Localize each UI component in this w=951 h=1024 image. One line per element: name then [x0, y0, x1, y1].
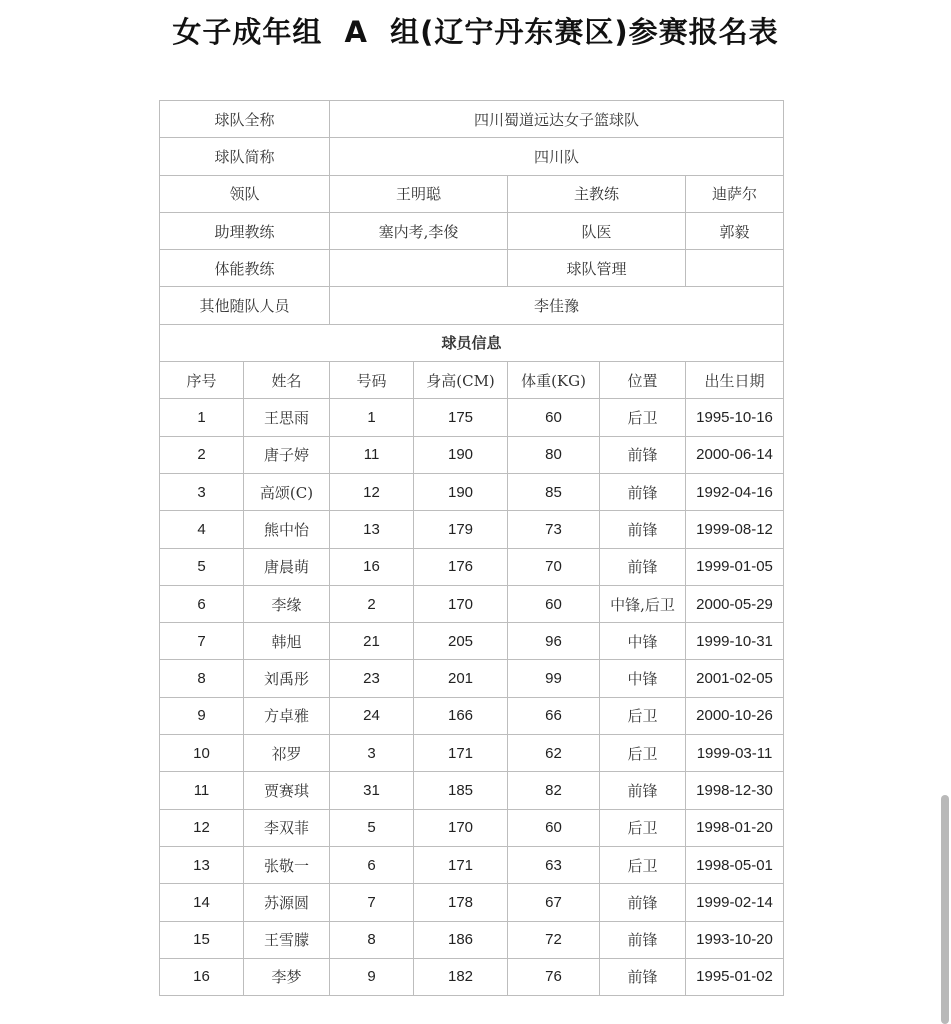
player-index: 15 [160, 921, 244, 958]
player-name: 李缘 [244, 585, 330, 622]
player-name: 韩旭 [244, 623, 330, 660]
player-height: 176 [414, 548, 508, 585]
team-short-name-value: 四川队 [330, 138, 784, 175]
player-position: 前锋 [600, 958, 686, 995]
player-height: 179 [414, 511, 508, 548]
player-birth-date: 1995-10-16 [686, 399, 784, 436]
player-height: 170 [414, 809, 508, 846]
player-index: 6 [160, 585, 244, 622]
player-height: 190 [414, 436, 508, 473]
player-birth-date: 1998-12-30 [686, 772, 784, 809]
team-full-name-label: 球队全称 [160, 101, 330, 138]
player-position: 后卫 [600, 399, 686, 436]
player-birth-date: 1999-08-12 [686, 511, 784, 548]
player-birth-date: 2000-10-26 [686, 697, 784, 734]
player-index: 4 [160, 511, 244, 548]
player-row [160, 735, 784, 772]
player-birth-date: 2000-05-29 [686, 585, 784, 622]
player-height: 166 [414, 697, 508, 734]
player-position: 后卫 [600, 809, 686, 846]
player-birth-date: 1992-04-16 [686, 473, 784, 510]
assistant-coach-row [160, 212, 784, 249]
other-staff-label: 其他随队人员 [160, 287, 330, 324]
player-position: 后卫 [600, 697, 686, 734]
player-jersey-number: 9 [330, 958, 414, 995]
player-index: 8 [160, 660, 244, 697]
scrollbar-thumb[interactable] [941, 795, 949, 1024]
player-row [160, 697, 784, 734]
team-manager-label: 球队管理 [508, 250, 686, 287]
player-index: 11 [160, 772, 244, 809]
other-staff-row [160, 287, 784, 324]
player-height: 205 [414, 623, 508, 660]
player-row [160, 399, 784, 436]
player-height: 185 [414, 772, 508, 809]
player-height: 171 [414, 846, 508, 883]
player-height: 182 [414, 958, 508, 995]
player-jersey-number: 12 [330, 473, 414, 510]
player-jersey-number: 23 [330, 660, 414, 697]
player-weight: 82 [508, 772, 600, 809]
player-position: 前锋 [600, 511, 686, 548]
player-jersey-number: 13 [330, 511, 414, 548]
player-jersey-number: 7 [330, 884, 414, 921]
player-jersey-number: 6 [330, 846, 414, 883]
registration-form-table [159, 100, 784, 996]
player-weight: 80 [508, 436, 600, 473]
player-row [160, 585, 784, 622]
player-row [160, 436, 784, 473]
player-height: 190 [414, 473, 508, 510]
player-jersey-number: 16 [330, 548, 414, 585]
column-header-number: 号码 [330, 362, 414, 399]
player-name: 李梦 [244, 958, 330, 995]
player-row [160, 809, 784, 846]
players-section-row [160, 324, 784, 361]
player-name: 张敬一 [244, 846, 330, 883]
player-position: 前锋 [600, 921, 686, 958]
player-table-header [160, 362, 784, 399]
player-position: 中锋 [600, 660, 686, 697]
player-weight: 76 [508, 958, 600, 995]
player-weight: 99 [508, 660, 600, 697]
vertical-scrollbar[interactable] [937, 0, 951, 1024]
player-jersey-number: 24 [330, 697, 414, 734]
player-birth-date: 2001-02-05 [686, 660, 784, 697]
player-jersey-number: 3 [330, 735, 414, 772]
player-row [160, 511, 784, 548]
player-birth-date: 1999-01-05 [686, 548, 784, 585]
team-short-name-label: 球队简称 [160, 138, 330, 175]
player-height: 170 [414, 585, 508, 622]
player-index: 10 [160, 735, 244, 772]
fitness-coach-value [330, 250, 508, 287]
player-birth-date: 1993-10-20 [686, 921, 784, 958]
team-short-name-row [160, 138, 784, 175]
leader-label: 领队 [160, 175, 330, 212]
team-manager-value [686, 250, 784, 287]
player-birth-date: 1999-10-31 [686, 623, 784, 660]
player-index: 9 [160, 697, 244, 734]
player-weight: 60 [508, 585, 600, 622]
player-position: 后卫 [600, 735, 686, 772]
player-name: 方卓雅 [244, 697, 330, 734]
player-height: 171 [414, 735, 508, 772]
assistant-coach-value: 塞内考,李俊 [330, 212, 508, 249]
players-section-title: 球员信息 [160, 324, 784, 361]
player-index: 1 [160, 399, 244, 436]
player-jersey-number: 1 [330, 399, 414, 436]
player-index: 12 [160, 809, 244, 846]
player-weight: 67 [508, 884, 600, 921]
column-header-weight: 体重(KG) [508, 362, 600, 399]
player-weight: 85 [508, 473, 600, 510]
team-full-name-row [160, 101, 784, 138]
player-index: 13 [160, 846, 244, 883]
player-row [160, 958, 784, 995]
other-staff-value: 李佳豫 [330, 287, 784, 324]
player-weight: 62 [508, 735, 600, 772]
head-coach-label: 主教练 [508, 175, 686, 212]
player-rows [160, 399, 784, 996]
player-row [160, 473, 784, 510]
player-birth-date: 2000-06-14 [686, 436, 784, 473]
player-name: 李双菲 [244, 809, 330, 846]
player-jersey-number: 11 [330, 436, 414, 473]
player-birth-date: 1999-02-14 [686, 884, 784, 921]
player-birth-date: 1995-01-02 [686, 958, 784, 995]
player-position: 前锋 [600, 772, 686, 809]
player-weight: 70 [508, 548, 600, 585]
player-birth-date: 1998-05-01 [686, 846, 784, 883]
player-name: 王思雨 [244, 399, 330, 436]
player-row [160, 846, 784, 883]
player-name: 王雪朦 [244, 921, 330, 958]
player-name: 高颂(C) [244, 473, 330, 510]
assistant-coach-label: 助理教练 [160, 212, 330, 249]
player-row [160, 884, 784, 921]
player-jersey-number: 5 [330, 809, 414, 846]
fitness-coach-label: 体能教练 [160, 250, 330, 287]
player-name: 苏源圆 [244, 884, 330, 921]
head-coach-value: 迪萨尔 [686, 175, 784, 212]
player-name: 唐晨萌 [244, 548, 330, 585]
column-header-name: 姓名 [244, 362, 330, 399]
page-title: 女子成年组 A 组(辽宁丹东赛区)参赛报名表 [172, 15, 779, 49]
team-doctor-value: 郭毅 [686, 212, 784, 249]
player-weight: 60 [508, 399, 600, 436]
column-header-position: 位置 [600, 362, 686, 399]
fitness-coach-row [160, 250, 784, 287]
player-position: 后卫 [600, 846, 686, 883]
player-jersey-number: 31 [330, 772, 414, 809]
player-weight: 73 [508, 511, 600, 548]
column-header-index: 序号 [160, 362, 244, 399]
player-index: 3 [160, 473, 244, 510]
player-weight: 96 [508, 623, 600, 660]
player-index: 7 [160, 623, 244, 660]
player-name: 刘禹彤 [244, 660, 330, 697]
player-position: 前锋 [600, 436, 686, 473]
team-info [160, 101, 784, 399]
player-height: 201 [414, 660, 508, 697]
player-position: 中锋,后卫 [600, 585, 686, 622]
player-row [160, 548, 784, 585]
player-birth-date: 1999-03-11 [686, 735, 784, 772]
player-position: 前锋 [600, 884, 686, 921]
player-birth-date: 1998-01-20 [686, 809, 784, 846]
player-position: 前锋 [600, 548, 686, 585]
player-weight: 60 [508, 809, 600, 846]
player-index: 2 [160, 436, 244, 473]
player-name: 贾赛琪 [244, 772, 330, 809]
player-position: 前锋 [600, 473, 686, 510]
player-jersey-number: 2 [330, 585, 414, 622]
player-index: 5 [160, 548, 244, 585]
player-index: 16 [160, 958, 244, 995]
team-full-name-value: 四川蜀道远达女子篮球队 [330, 101, 784, 138]
player-row [160, 921, 784, 958]
player-row [160, 660, 784, 697]
column-header-birth-date: 出生日期 [686, 362, 784, 399]
team-doctor-label: 队医 [508, 212, 686, 249]
player-position: 中锋 [600, 623, 686, 660]
player-name: 唐子婷 [244, 436, 330, 473]
player-jersey-number: 21 [330, 623, 414, 660]
player-weight: 66 [508, 697, 600, 734]
player-name: 熊中怡 [244, 511, 330, 548]
leader-value: 王明聪 [330, 175, 508, 212]
player-row [160, 623, 784, 660]
player-name: 祁罗 [244, 735, 330, 772]
player-height: 178 [414, 884, 508, 921]
player-jersey-number: 8 [330, 921, 414, 958]
player-weight: 63 [508, 846, 600, 883]
column-header-height: 身高(CM) [414, 362, 508, 399]
player-row [160, 772, 784, 809]
player-height: 186 [414, 921, 508, 958]
player-height: 175 [414, 399, 508, 436]
leader-row [160, 175, 784, 212]
player-weight: 72 [508, 921, 600, 958]
player-index: 14 [160, 884, 244, 921]
